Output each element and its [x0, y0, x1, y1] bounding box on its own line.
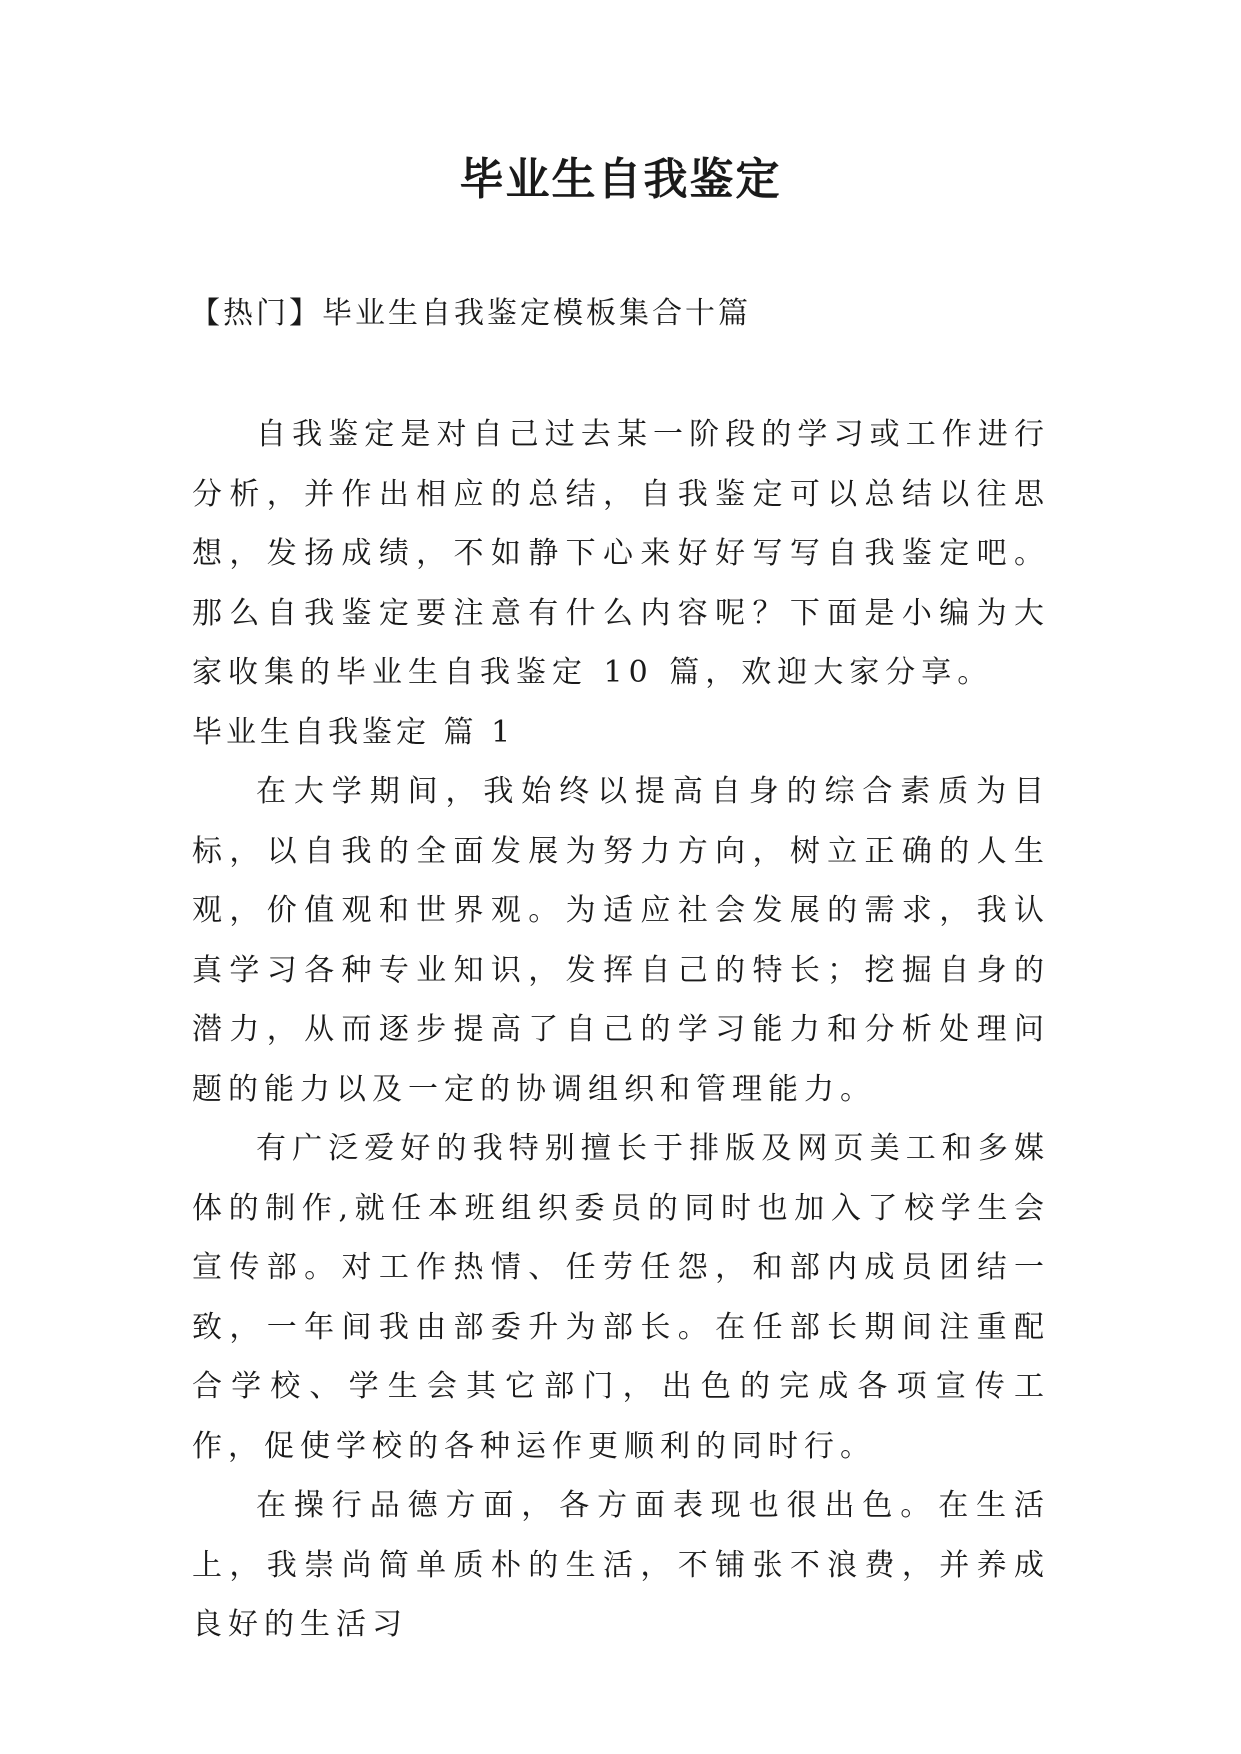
body-paragraph-2: 有广泛爱好的我特别擅长于排版及网页美工和多媒体的制作,就任本班组织委员的同时也加入了校学生会宣传部。对工作热情、任劳任怨，和部内成员团结一致，一年间我由部委升为部长。在任部长期间注重配合学校、学生会其它部门，出色的完成各项宣传工作，促使学校的各种运作更顺利的同时行。: [192, 1131, 1050, 1464]
document-title: 毕业生自我鉴定: [459, 154, 782, 205]
body-paragraph-3: 在操行品德方面，各方面表现也很出色。在生活上，我崇尚简单质朴的生活，不铺张不浪费，并养成良好的生活习: [192, 1488, 1050, 1642]
body-paragraph-1: 在大学期间，我始终以提高自身的综合素质为目标，以自我的全面发展为努力方向，树立正确的人生观，价值观和世界观。为适应社会发展的需求，我认真学习各种专业知识，发挥自己的特长；挖掘自身的潜力，从而逐步提高了自己的学习能力和分析处理问题的能力以及一定的协调组织和管理能力。: [192, 774, 1050, 1107]
document-body: [192, 405, 1050, 1655]
intro-paragraph: 自我鉴定是对自己过去某一阶段的学习或工作进行分析，并作出相应的总结，自我鉴定可以总结以往思想，发扬成绩，不如静下心来好好写写自我鉴定吧。那么自我鉴定要注意有什么内容呢？下面是小编为大家收集的毕业生自我鉴定 10 篇，欢迎大家分享。: [192, 417, 1050, 690]
document-subtitle: 【热门】毕业生自我鉴定模板集合十篇: [190, 296, 751, 331]
section-heading: 毕业生自我鉴定 篇 1: [192, 714, 515, 750]
